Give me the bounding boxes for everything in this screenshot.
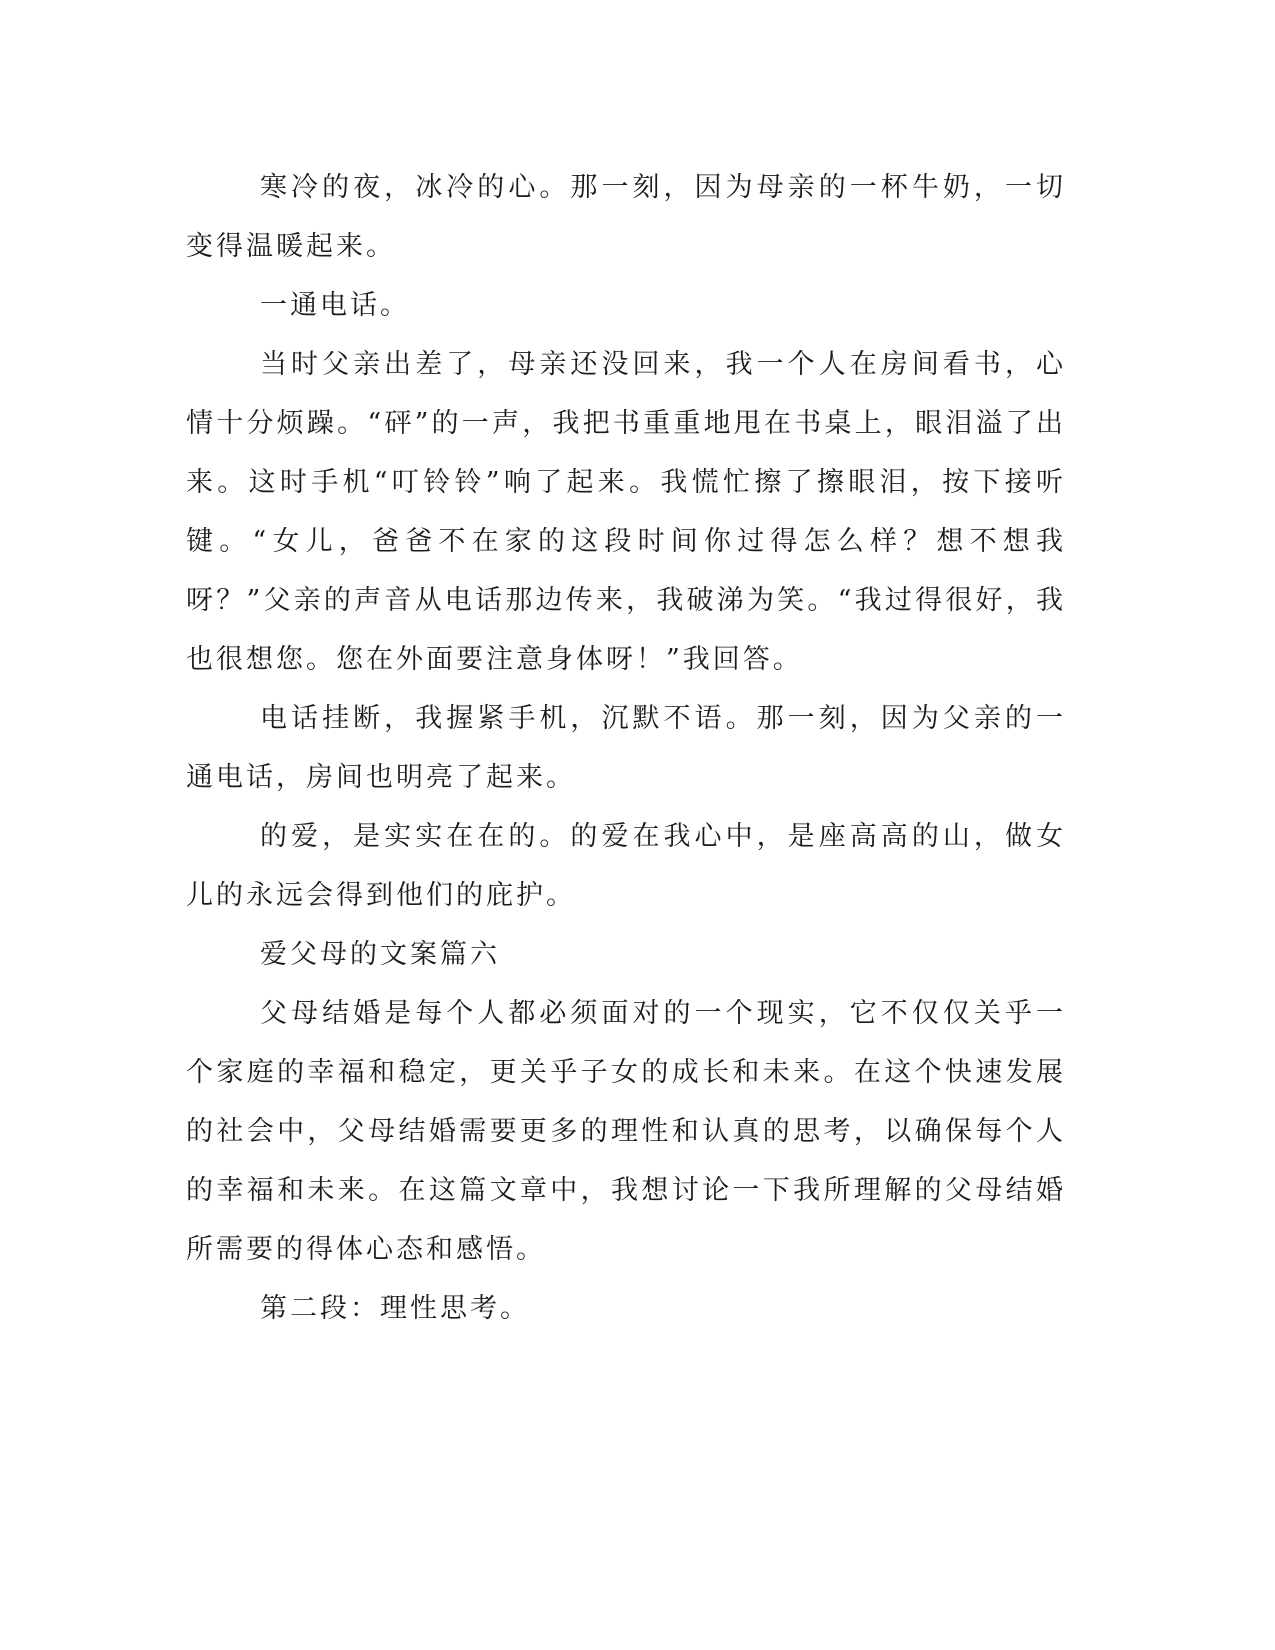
paragraph-phone-call-heading: 一通电话。: [260, 290, 410, 321]
paragraph-warm-night: 寒冷的夜，冰冷的心。那一刻，因为母亲的一杯牛奶，一切变得温暖起来。: [186, 172, 1066, 262]
paragraph-marriage-intro: 父母结婚是每个人都必须面对的一个现实，它不仅仅关乎一个家庭的幸福和稳定，更关乎子女的成长和未来。在这个快速发展的社会中，父母结婚需要更多的理性和认真的思考，以确保每个人的幸福和未来。在这篇文章中，我想讨论一下我所理解的父母结婚所需要的得体心态和感悟。: [186, 998, 1066, 1265]
paragraph-call-ended: 电话挂断，我握紧手机，沉默不语。那一刻，因为父亲的一通电话，房间也明亮了起来。: [186, 703, 1066, 793]
paragraph-second-section: 第二段：理性思考。: [260, 1293, 530, 1324]
paragraph-parental-love: 的爱，是实实在在的。的爱在我心中，是座高高的山，做女儿的永远会得到他们的庇护。: [186, 821, 1066, 911]
section-heading: 爱父母的文案篇六: [260, 939, 500, 970]
document-body: [186, 158, 1066, 1338]
paragraph-phone-call-story: 当时父亲出差了，母亲还没回来，我一个人在房间看书，心情十分烦躁。“砰”的一声，我把书重重地甩在书桌上，眼泪溢了出来。这时手机“叮铃铃”响了起来。我慌忙擦了擦眼泪，按下接听键。“女儿，爸爸不在家的这段时间你过得怎么样？想不想我呀？”父亲的声音从电话那边传来，我破涕为笑。“我过得很好，我也很想您。您在外面要注意身体呀！”我回答。: [186, 349, 1066, 675]
